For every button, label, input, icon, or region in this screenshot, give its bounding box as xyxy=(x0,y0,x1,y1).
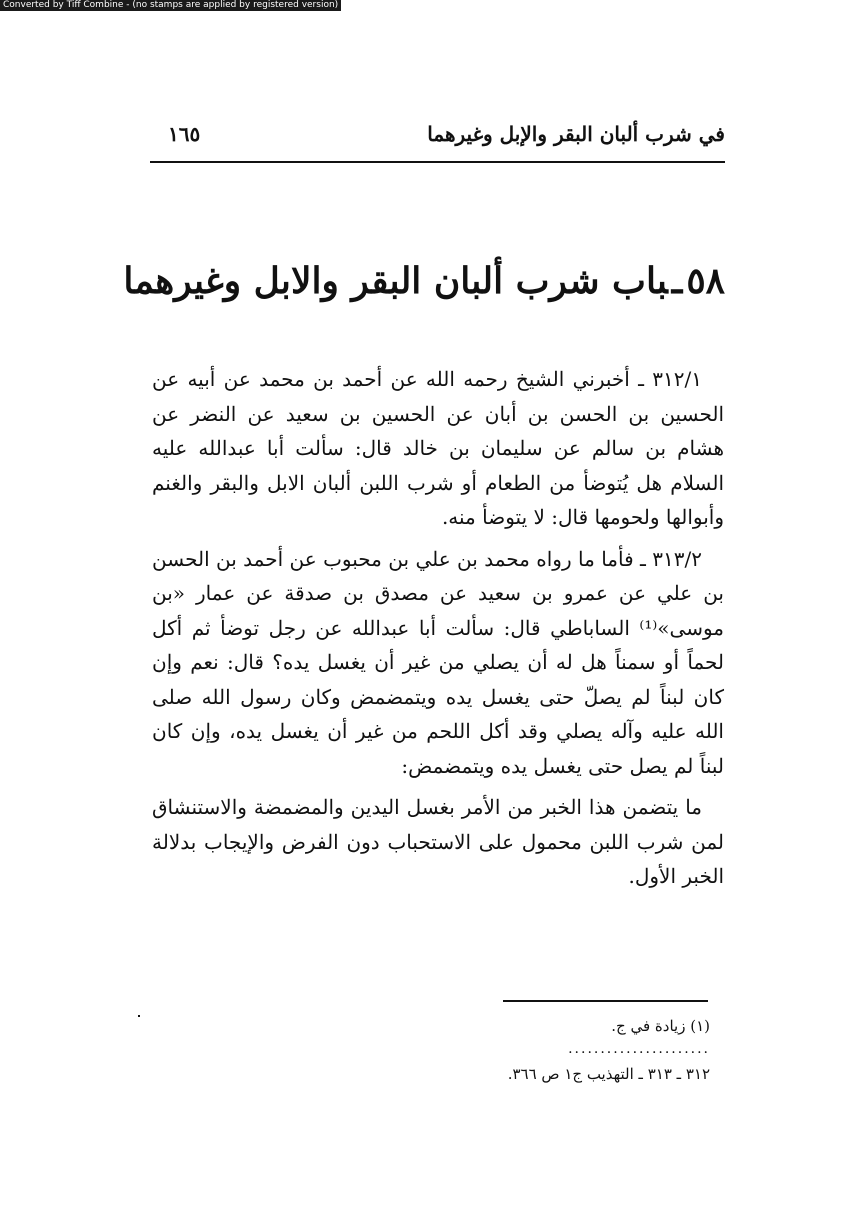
scan-speck xyxy=(138,1015,140,1017)
chapter-title-text: باب شرب ألبان البقر والابل وغيرهما xyxy=(123,260,668,303)
footnote-divider xyxy=(503,1000,708,1002)
header-divider xyxy=(150,161,725,163)
commentary-paragraph: ما يتضمن هذا الخبر من الأمر بغسل اليدين والمضمضة والاستنشاق لمن شرب اللبن محمول على الاستحباب دون الفرض والإيجاب بدلالة الخبر الأول. xyxy=(152,795,724,888)
running-title: في شرب ألبان البقر والإبل وغيرهما xyxy=(427,122,725,146)
footnote-1: (١) زيادة في ج. xyxy=(611,1017,710,1035)
converter-watermark: Converted by Tiff Combine - (no stamps are applied by registered version) xyxy=(0,0,341,11)
body-text xyxy=(152,362,724,894)
chapter-number: ٥٨ xyxy=(686,260,725,303)
hadith-paragraph-2: ٣١٣/٢ ـ فأما ما رواه محمد بن علي بن محبوب عن أحمد بن الحسن بن علي عن عمرو بن سعيد عن مصدق بن صدقة عن عمار «بن موسى»⁽¹⁾ الساباطي قال: سألت أبا عبدالله عن رجل توضأ ثم أكل لحماً أو سمناً هل له أن يصلي من غير أن يغسل يده؟ قال: نعم وإن كان لبناً لم يصلّ حتى يغسل يده ويتمضمض وكان رسول الله صلى الله عليه وآله يصلي وقد أكل اللحم من غير أن يغسل يده، وإن كان لبناً لم يصل حتى يغسل يده ويتمضمض: xyxy=(152,546,724,778)
footnote-dots-separator: ...................... xyxy=(568,1041,710,1057)
footnote-reference: ٣١٢ ـ ٣١٣ ـ التهذيب ج١ ص ٣٦٦. xyxy=(507,1065,710,1083)
chapter-title xyxy=(123,260,725,303)
running-header xyxy=(160,118,725,158)
chapter-separator: ـ xyxy=(671,260,683,303)
hadith-paragraph-1: ٣١٢/١ ـ أخبرني الشيخ رحمه الله عن أحمد بن محمد عن أبيه عن الحسين بن الحسن بن أبان عن الحسين بن سعيد عن النضر عن هشام بن سالم عن سليمان بن خالد قال: سألت أبا عبدالله عليه السلام هل يُتوضأ من الطعام أو شرب اللبن ألبان الابل والبقر والغنم وأبوالها ولحومها قال: لا يتوضأ منه. xyxy=(152,367,724,529)
page-number: ١٦٥ xyxy=(168,122,201,146)
footnotes xyxy=(470,1014,710,1086)
